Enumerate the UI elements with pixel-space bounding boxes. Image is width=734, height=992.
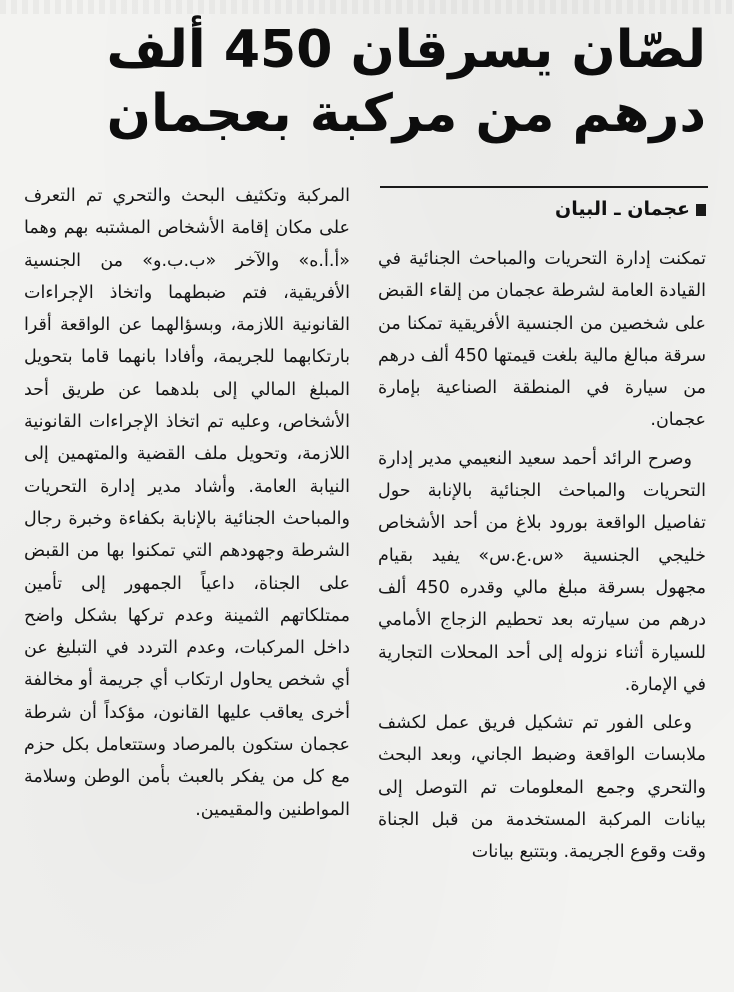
- byline-rule: [380, 186, 708, 188]
- paragraph-4: المركبة وتكثيف البحث والتحري تم التعرف على مكان إقامة الأشخاص المشتبه بهم وهما «أ.أ.ه» والآخر «ب.ب.و» من الجنسية الأفريقية، فتم ضبطهما واتخاذ الإجراءات القانونية اللازمة، وبسؤالهما عن الواقعة أقرا بارتكابهما للجريمة، وأفادا بانهما قاما بتحويل المبلغ المالي إلى بلدهما عن طريق أحد الأشخاص، وعليه تم اتخاذ الإجراءات القانونية اللازمة، وتحويل ملف القضية والمتهمين إلى النيابة العامة. وأشاد مدير إدارة التحريات والمباحث الجنائية بالإنابة بكفاءة وخبرة رجال الشرطة وجهودهم التي تمكنوا بها من القبض على الجناة، داعياً الجمهور إلى تأمين ممتلكاتهم الثمينة وعدم تركها بشكل واضح داخل المركبات، وعدم التردد في التبليغ عن أي شخص يحاول ارتكاب أي جريمة أو مخالفة أخرى يعاقب عليها القانون، مؤكداً أن شرطة عجمان ستكون بالمرصاد وستتعامل بكل حزم مع كل من يفكر بالعبث بأمن الوطن وسلامة المواطنين والمقيمين.: [24, 186, 350, 820]
- paragraph-3: وعلى الفور تم تشكيل فريق عمل لكشف ملابسات الواقعة وضبط الجاني، وبعد البحث والتحري وجمع المعلومات تم التوصل إلى بيانات المركبة المستخدمة من قبل الجناة وقت وقوع الجريمة. وبتتبع بيانات: [378, 713, 706, 863]
- bleed-through-text: [0, 0, 734, 14]
- byline-text: عجمان ـ البيان: [555, 198, 690, 220]
- article-column-left: [24, 180, 350, 826]
- headline-line-2: درهم من مركبة بعجمان: [106, 84, 706, 144]
- article-column-right: [378, 243, 706, 869]
- paragraph-1: تمكنت إدارة التحريات والمباحث الجنائية في القيادة العامة لشرطة عجمان من إلقاء القبض على شخصين من الجنسية الأفريقية تمكنا من سرقة مبالغ مالية بلغت قيمتها 450 ألف درهم من سيارة في المنطقة الصناعية بإمارة عجمان.: [378, 249, 706, 431]
- paragraph-2: وصرح الرائد أحمد سعيد النعيمي مدير إدارة التحريات والمباحث الجنائية بالإنابة حول تفاصيل الواقعة بورود بلاغ من أحد الأشخاص خليجي الجنسية «س.ع.س» يفيد بقيام مجهول بسرقة مبلغ مالي وقدره 450 ألف درهم من سيارته بعد تحطيم الزجاج الأمامي للسيارة أثناء نزوله إلى أحد المحلات التجارية في الإمارة.: [378, 448, 706, 695]
- square-bullet-icon: [696, 204, 706, 216]
- byline: [386, 196, 706, 222]
- headline-line-1: لصّان يسرقان 450 ألف: [106, 20, 706, 80]
- headline: [26, 18, 706, 146]
